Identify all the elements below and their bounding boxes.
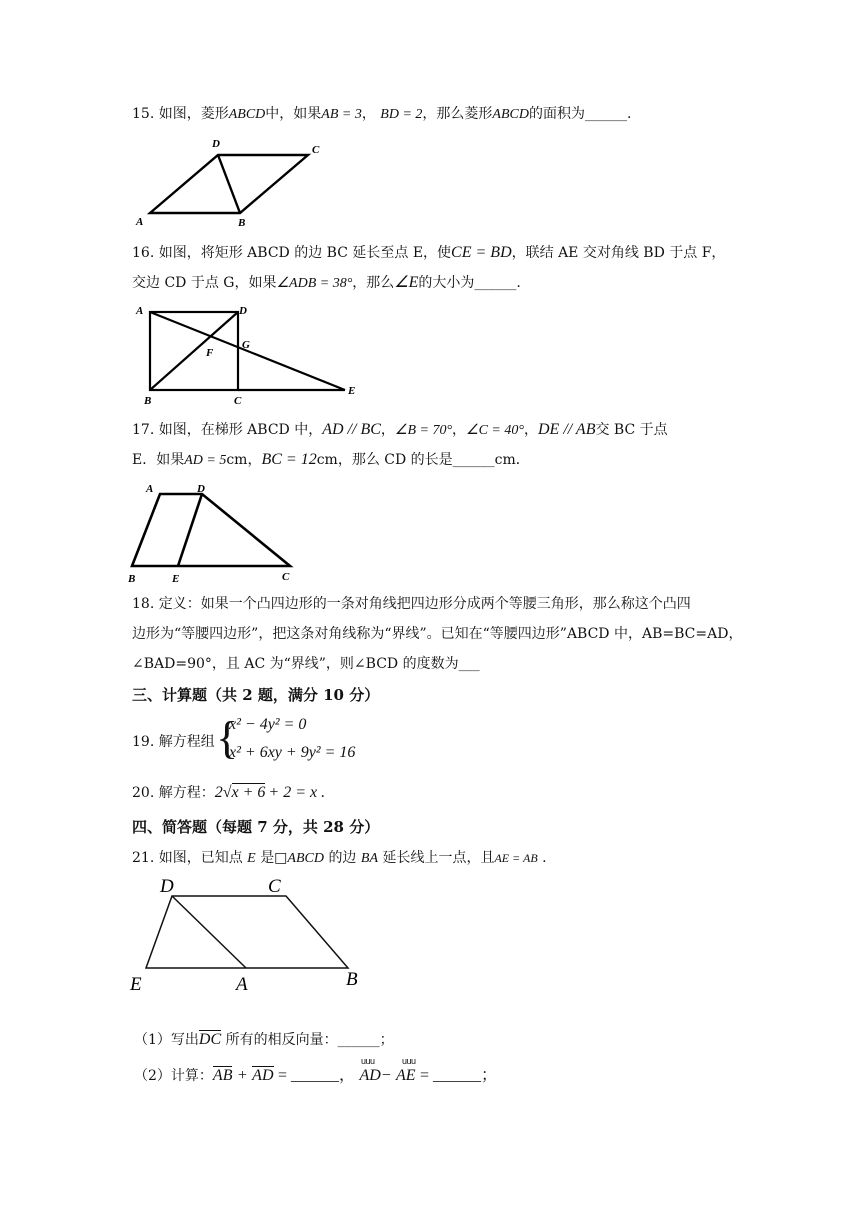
label-d: D [239,305,247,317]
q21-u-marks: uuu [361,1056,375,1066]
label-c: C [282,571,290,583]
label-c: C [312,144,320,156]
q15-rhombus-figure [130,135,330,230]
q16-line1: 16. 如图，将矩形 ABCD 的边 BC 延长至点 E，使CE = BD，联结 AE 交对角线 BD 于点 F， [132,244,726,261]
label-f: F [206,347,214,359]
q21-line1: 21. 如图，已知点 E 是□ABCD 的边 BA 延长线上一点，且AE = AB . [132,850,547,866]
sqrt-symbol: √ [222,784,232,801]
q21-parallelogram-figure [126,872,376,997]
q21-part2: （2）计算：AB + AD = ______， AD− AE = ______； [134,1067,498,1084]
q20-line: 20. 解方程：2√x + 6 + 2 = x . [132,784,326,801]
trapezoid-abcd [132,494,290,566]
q21-u-marks-2: uuu [402,1056,416,1066]
label-e: E [130,974,142,995]
label-b: B [144,395,152,407]
vector-dc: DC [198,1031,222,1048]
q17-line2: E．如果AD = 5cm，BC = 12cm，那么 CD 的长是______cm． [132,451,530,468]
q16-rectangle-figure [130,300,370,408]
label-d: D [160,876,174,897]
label-e: E [172,573,180,585]
vector-ae: AE [396,1067,416,1084]
q17-line1: 17. 如图，在梯形 ABCD 中，AD // BC，∠B = 70°，∠C = 40°，DE // AB交 BC 于点 [132,421,668,438]
q19-label: 19. 解方程组 [132,734,215,750]
q18-line3: ∠BAD=90°，且 AC 为“界线”，则∠BCD 的度数为___ [132,656,480,672]
label-b: B [346,969,358,990]
segment-de [178,494,202,566]
q18-line2: 边形为“等腰四边形”，把这条对角线称为“界线”。已知在“等腰四边形”ABCD 中，AB=BC=AD， [132,626,743,642]
label-d: D [212,138,220,150]
q19-eq2: x² + 6xy + 9y² = 16 [229,744,356,761]
label-b: B [238,217,246,229]
vector-ab: AB [212,1067,233,1084]
label-c: C [268,876,281,897]
label-a: A [236,974,248,995]
label-c: C [234,395,242,407]
label-b: B [128,573,136,585]
segment-ae [150,312,345,390]
label-a: A [136,305,144,317]
label-g: G [242,339,250,351]
q19-brace: { [216,712,239,763]
diagonal-bd [150,312,238,390]
q17-trapezoid-figure [124,478,304,586]
label-a: A [146,483,154,495]
vector-ad: AD [252,1067,274,1084]
label-a: A [136,216,144,228]
label-d: D [197,483,205,495]
vector-ad-2: AD [359,1067,381,1084]
q19-eq1: x² − 4y² = 0 [229,716,307,733]
q15-text: 15. 如图，菱形ABCD中，如果AB = 3， BD = 2，那么菱形ABCD的面积为______. [132,106,632,122]
figure-edbc [146,896,348,968]
segment-da [172,896,246,968]
q18-line1: 18. 定义：如果一个凸四边形的一条对角线把四边形分成两个等腰三角形，那么称这个凸四 [132,596,691,612]
diagonal-bd [218,155,240,213]
section4-title: 四、简答题（每题 7 分，共 28 分） [132,818,380,836]
q21-part1: （1）写出DC 所有的相反向量：______； [134,1031,394,1048]
section3-title: 三、计算题（共 2 题，满分 10 分） [132,686,380,704]
q16-line2: 交边 CD 于点 G，如果∠ADB = 38°，那么∠E的大小为______. [132,274,521,291]
label-e: E [348,385,356,397]
